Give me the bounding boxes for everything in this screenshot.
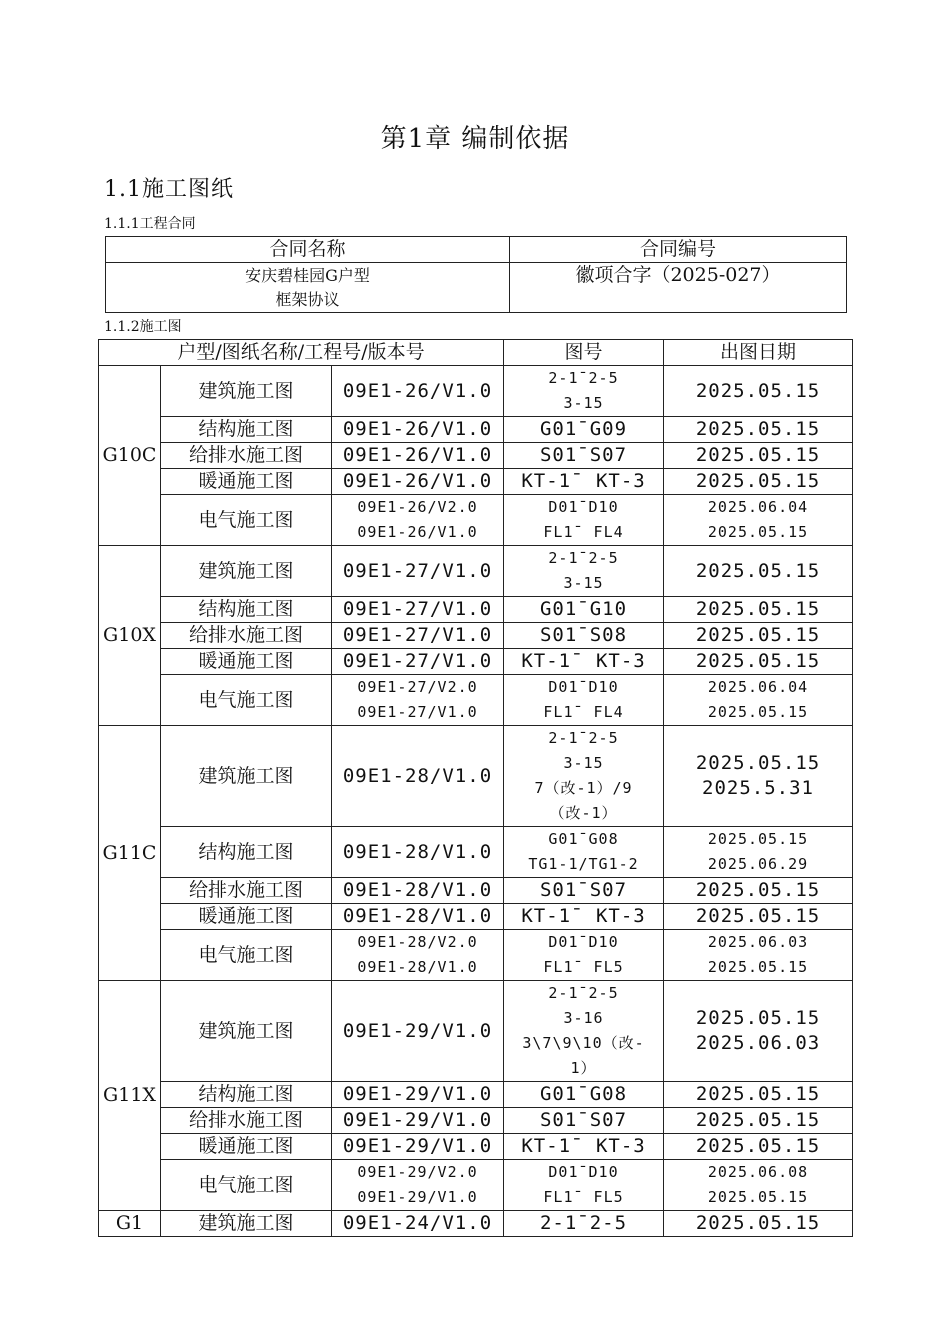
project-number-cell [332,623,504,649]
issue-date-cell-line: 2025.06.08 [707,1163,809,1181]
drawing-row [99,1211,853,1237]
project-number-cell [332,469,504,495]
project-number-cell-line: 09E1-29/V1.0 [342,1135,493,1157]
contract-header-row [106,237,847,263]
issue-date-cell [664,469,853,495]
drawing-number-cell-line: 2-1¯2-5 [548,729,619,747]
drawing-name-cell: 结构施工图 [161,597,332,623]
issue-date-cell [664,546,853,597]
issue-date-cell [664,1160,853,1211]
drawing-row [99,878,853,904]
drawing-number-cell-line: 3-15 [563,574,604,592]
project-number-cell [332,597,504,623]
drawing-name-cell: 给排水施工图 [161,878,332,904]
project-number-cell [332,1082,504,1108]
drawing-name-cell: 给排水施工图 [161,623,332,649]
chapter-title: 第1章 编制依据 [380,124,570,154]
project-number-cell [332,546,504,597]
project-number-cell-line: 09E1-24/V1.0 [342,1212,493,1234]
issue-date-cell [664,904,853,930]
issue-date-cell-line: 2025.05.15 [695,598,821,620]
drawing-row [99,1134,853,1160]
drawing-number-cell [504,597,664,623]
issue-date-cell [664,1211,853,1237]
drawing-row [99,1082,853,1108]
drawing-number-cell [504,649,664,675]
drawing-table [98,339,853,1237]
section-title: 1.1施工图纸 [104,177,234,202]
drawing-number-cell-line: 2-1¯2-5 [548,549,619,567]
drawing-number-cell [504,878,664,904]
drawing-name-cell: 建筑施工图 [161,726,332,827]
drawing-number-cell-line: G01¯G08 [548,830,619,848]
project-number-cell-line: 09E1-28/V1.0 [357,958,478,976]
contract-number-header: 合同编号 [510,237,847,263]
drawing-name-cell: 暖通施工图 [161,1134,332,1160]
issue-date-cell-line: 2025.05.15 [707,523,809,541]
issue-date-cell [664,597,853,623]
drawing-name-cell: 给排水施工图 [161,1108,332,1134]
drawing-number-cell-line: G01¯G10 [539,598,628,620]
drawing-number-cell-line: 3-15 [563,394,604,412]
project-number-cell-line: 09E1-29/V1.0 [342,1109,493,1131]
drawing-number-cell-line: G01¯G09 [539,418,628,440]
issue-date-cell-line: 2025.05.15 [695,470,821,492]
drawing-number-cell-line: 3-16 [563,1009,604,1027]
project-number-cell-line: 09E1-29/V1.0 [357,1188,478,1206]
drawing-number-cell-line: FL1¯ FL4 [543,523,624,541]
issue-date-cell [664,443,853,469]
issue-date-cell-line: 2025.05.15 [695,1083,821,1105]
type-name-project-header: 户型/图纸名称/工程号/版本号 [99,340,504,366]
drawing-number-cell [504,623,664,649]
drawing-number-cell-line: S01¯S07 [539,1109,628,1131]
drawing-name-cell: 暖通施工图 [161,649,332,675]
issue-date-cell [664,981,853,1082]
contract-row [106,263,847,313]
issue-date-cell [664,1082,853,1108]
project-number-cell [332,1108,504,1134]
drawing-number-cell-line: S01¯S07 [539,444,628,466]
drawing-number-cell-line: KT-1¯ KT-3 [521,650,646,672]
drawing-number-cell [504,417,664,443]
drawing-number-cell-line: KT-1¯ KT-3 [521,470,646,492]
drawing-row [99,597,853,623]
issue-date-cell [664,827,853,878]
issue-date-cell-line: 2025.05.15 [695,1007,821,1029]
project-number-cell-line: 09E1-28/V1.0 [342,764,493,787]
issue-date-cell [664,1108,853,1134]
drawing-name-cell: 建筑施工图 [161,546,332,597]
issue-date-cell [664,495,853,546]
issue-date-cell-line: 2025.05.15 [695,1109,821,1131]
drawing-number-cell-line: 3-15 [563,754,604,772]
house-type-cell: G11C [99,726,161,981]
project-number-cell-line: 09E1-28/V1.0 [342,840,493,863]
project-number-cell-line: 09E1-26/V1.0 [342,470,493,492]
issue-date-cell [664,675,853,726]
drawing-name-cell: 建筑施工图 [161,1211,332,1237]
issue-date-cell [664,417,853,443]
drawing-name-cell: 电气施工图 [161,930,332,981]
drawing-row [99,469,853,495]
issue-date-cell-line: 2025.05.15 [695,379,821,402]
project-number-cell-line: 09E1-27/V1.0 [342,598,493,620]
drawing-number-cell-line: FL1¯ FL4 [543,703,624,721]
drawing-name-cell: 电气施工图 [161,1160,332,1211]
issue-date-cell-line: 2025.05.15 [695,418,821,440]
drawing-number-cell-line: 2-1¯2-5 [548,369,619,387]
drawing-row [99,443,853,469]
project-number-cell [332,904,504,930]
drawing-name-cell: 电气施工图 [161,495,332,546]
house-type-cell: G11X [99,981,161,1211]
issue-date-cell-line: 2025.5.31 [702,777,814,799]
drawing-row [99,726,853,827]
drawing-number-cell-line: D01¯D10 [548,1163,619,1181]
house-type-cell: G1 [99,1211,161,1237]
project-number-cell-line: 09E1-27/V2.0 [357,678,478,696]
issue-date-cell-line: 2025.06.04 [707,498,809,516]
issue-date-cell-line: 2025.06.03 [707,933,809,951]
project-number-cell-line: 09E1-28/V2.0 [357,933,478,951]
project-number-cell [332,649,504,675]
drawing-row [99,495,853,546]
drawing-number-cell [504,675,664,726]
drawing-number-cell-line: 3\7\9\10（改- [522,1034,645,1052]
issue-date-cell-line: 2025.05.15 [695,1135,821,1157]
drawing-number-cell-line: FL1¯ FL5 [543,958,624,976]
contract-table [105,236,847,313]
drawing-name-cell: 电气施工图 [161,675,332,726]
project-number-cell-line: 09E1-29/V2.0 [357,1163,478,1181]
drawing-header-row [99,340,853,366]
issue-date-cell-line: 2025.05.15 [707,958,809,976]
drawing-number-cell-line: 1） [570,1059,597,1077]
drawing-number-cell [504,1134,664,1160]
drawing-number-cell [504,827,664,878]
project-number-cell [332,443,504,469]
project-number-cell-line: 09E1-27/V1.0 [342,650,493,672]
issue-date-cell-line: 2025.05.15 [695,905,821,927]
drawing-number-cell [504,1211,664,1237]
drawing-name-cell: 给排水施工图 [161,443,332,469]
drawing-name-cell: 建筑施工图 [161,366,332,417]
project-number-cell-line: 09E1-26/V1.0 [342,444,493,466]
drawing-name-cell: 结构施工图 [161,827,332,878]
drawing-row [99,827,853,878]
issue-date-cell [664,366,853,417]
house-type-cell: G10C [99,366,161,546]
drawing-row [99,623,853,649]
project-number-cell [332,1160,504,1211]
project-number-cell [332,495,504,546]
drawing-row [99,649,853,675]
drawing-number-cell [504,366,664,417]
drawing-name-cell: 结构施工图 [161,417,332,443]
project-number-cell [332,827,504,878]
drawing-row [99,675,853,726]
issue-date-cell-line: 2025.05.15 [695,559,821,582]
drawing-number-cell [504,546,664,597]
project-number-cell-line: 09E1-27/V1.0 [342,624,493,646]
drawing-row [99,546,853,597]
drawing-number-cell-line: D01¯D10 [548,678,619,696]
drawing-number-cell-line: KT-1¯ KT-3 [521,905,646,927]
project-number-cell-line: 09E1-26/V1.0 [357,523,478,541]
issue-date-cell [664,1134,853,1160]
issue-date-cell-line: 2025.05.15 [695,752,821,774]
drawing-number-cell-line: 2-1¯2-5 [548,984,619,1002]
project-number-cell-line: 09E1-26/V2.0 [357,498,478,516]
project-number-cell [332,878,504,904]
drawing-number-cell-line: 2-1¯2-5 [539,1212,628,1234]
project-number-cell [332,726,504,827]
project-number-cell-line: 09E1-28/V1.0 [342,879,493,901]
project-number-cell-line: 09E1-29/V1.0 [342,1083,493,1105]
issue-date-cell [664,623,853,649]
issue-date-cell-line: 2025.06.03 [695,1032,821,1054]
project-number-cell [332,981,504,1082]
contract-name-header: 合同名称 [106,237,510,263]
drawing-row [99,930,853,981]
drawing-row [99,981,853,1082]
issue-date-cell-line: 2025.05.15 [695,879,821,901]
drawing-name-cell: 建筑施工图 [161,981,332,1082]
drawing-number-cell [504,1160,664,1211]
drawing-number-cell-line: TG1-1/TG1-2 [528,855,639,873]
contract-name-line: 安庆碧桂园G户型 [245,265,370,285]
contract-name-line: 框架协议 [275,289,340,309]
drawing-row [99,366,853,417]
drawing-number-cell-line: D01¯D10 [548,933,619,951]
drawing-number-cell-line: KT-1¯ KT-3 [521,1135,646,1157]
issue-date-cell [664,878,853,904]
project-number-cell-line: 09E1-26/V1.0 [342,379,493,402]
issue-date-cell-line: 2025.05.15 [695,650,821,672]
contract-name-cell [106,263,510,313]
subsection-contract-title: 1.1.1工程合同 [104,216,196,232]
drawing-number-cell [504,981,664,1082]
issue-date-cell [664,649,853,675]
drawing-number-cell [504,443,664,469]
issue-date-cell-line: 2025.05.15 [695,1212,821,1234]
drawing-number-cell [504,469,664,495]
drawing-number-cell [504,1082,664,1108]
issue-date-cell-line: 2025.06.29 [707,855,809,873]
project-number-cell-line: 09E1-28/V1.0 [342,905,493,927]
drawing-number-cell-line: （改-1） [549,804,618,822]
issue-date-cell-line: 2025.05.15 [707,1188,809,1206]
drawing-row [99,904,853,930]
project-number-cell [332,675,504,726]
project-number-cell [332,930,504,981]
project-number-cell-line: 09E1-29/V1.0 [342,1019,493,1042]
drawing-number-cell-line: S01¯S07 [539,879,628,901]
issue-date-cell [664,726,853,827]
drawing-number-cell-line: S01¯S08 [539,624,628,646]
project-number-cell [332,1211,504,1237]
issue-date-cell [664,930,853,981]
issue-date-cell-line: 2025.05.15 [695,624,821,646]
drawing-number-cell [504,930,664,981]
drawing-name-cell: 暖通施工图 [161,469,332,495]
drawing-number-cell [504,495,664,546]
drawing-name-cell: 暖通施工图 [161,904,332,930]
drawing-number-header: 图号 [504,340,664,366]
issue-date-cell-line: 2025.06.04 [707,678,809,696]
project-number-cell [332,417,504,443]
drawing-number-cell-line: G01¯G08 [539,1083,628,1105]
drawing-name-cell: 结构施工图 [161,1082,332,1108]
issue-date-cell-line: 2025.05.15 [695,444,821,466]
drawing-row [99,1160,853,1211]
project-number-cell-line: 09E1-26/V1.0 [342,418,493,440]
drawing-number-cell-line: D01¯D10 [548,498,619,516]
contract-number-cell: 徽项合字（2025-027） [510,263,847,313]
project-number-cell-line: 09E1-27/V1.0 [342,559,493,582]
drawing-number-cell [504,726,664,827]
project-number-cell [332,1134,504,1160]
project-number-cell [332,366,504,417]
drawing-row [99,1108,853,1134]
house-type-cell: G10X [99,546,161,726]
project-number-cell-line: 09E1-27/V1.0 [357,703,478,721]
drawing-number-cell-line: FL1¯ FL5 [543,1188,624,1206]
drawing-number-cell [504,904,664,930]
drawing-row [99,417,853,443]
issue-date-cell-line: 2025.05.15 [707,703,809,721]
drawing-number-cell [504,1108,664,1134]
issue-date-cell-line: 2025.05.15 [707,830,809,848]
drawing-number-cell-line: 7（改-1）/9 [534,779,633,797]
issue-date-header: 出图日期 [664,340,853,366]
subsection-drawings-title: 1.1.2施工图 [104,319,182,335]
